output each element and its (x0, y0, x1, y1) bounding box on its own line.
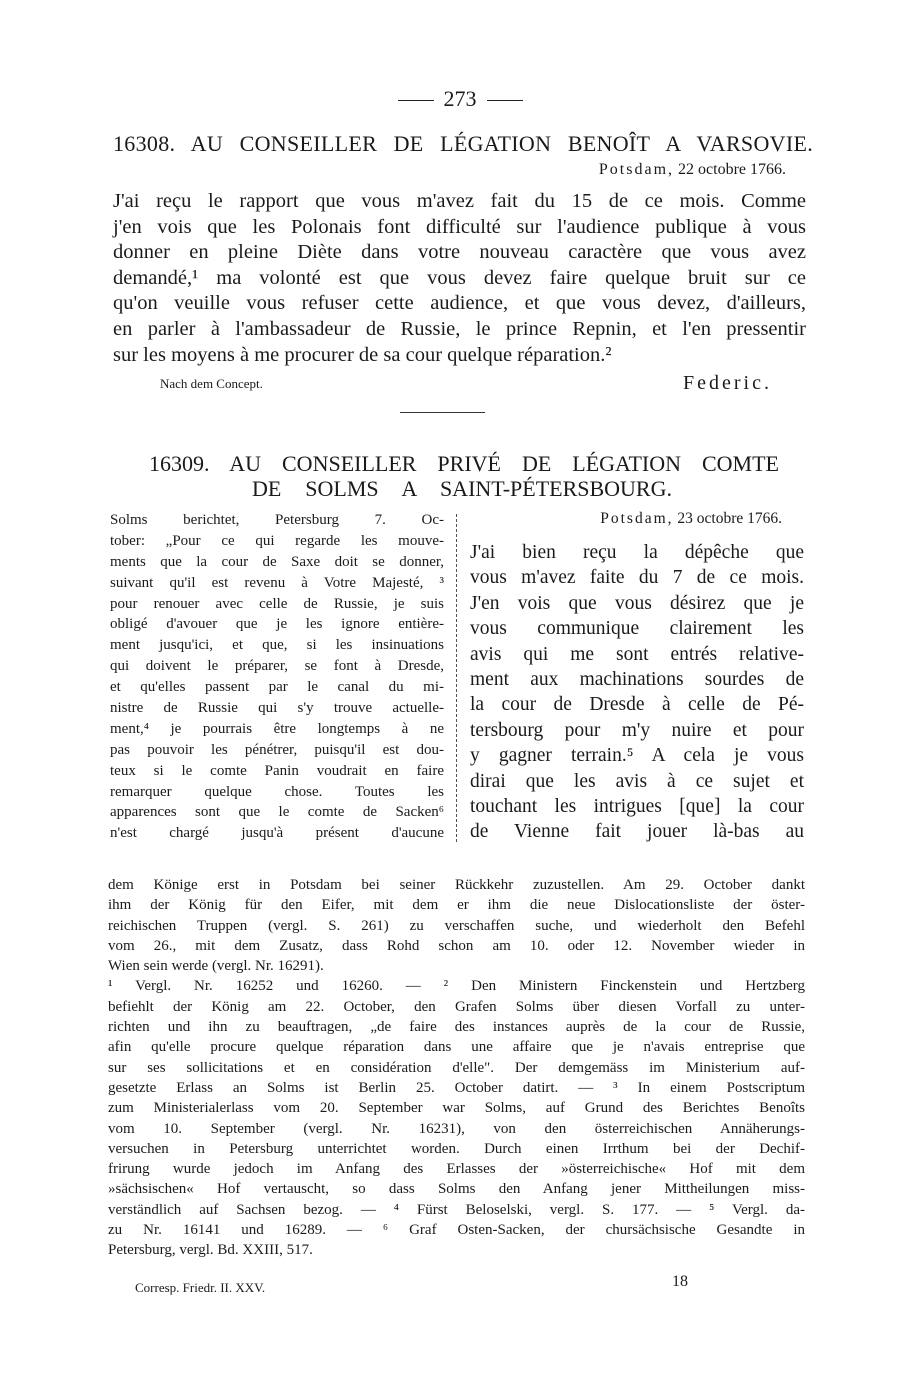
footnote-line: frirung wurde jedoch im Anfang des Erlasses der »österreichische« Hof mit dem (108, 1161, 805, 1178)
footnote-line: Petersburg, vergl. Bd. XXIII, 517. (108, 1242, 313, 1259)
letter1-text-line: qu'on veuille vous refuser cette audience, et que vous devez, d'ailleurs, (113, 292, 806, 315)
letter1-text-line: en parler à l'ambassadeur de Russie, le prince Repnin, et l'en pressentir (113, 317, 806, 340)
solms-report-column (110, 510, 444, 844)
letter2-date: 23 octobre 1766. (677, 510, 782, 527)
solms-report-line: n'est chargé jusqu'à présent d'aucune (110, 825, 444, 842)
footnote-line: verständlich auf Sachsen bezog. — ⁴ Fürst Beloselski, vergl. S. 177. — ⁵ Vergl. da- (108, 1201, 805, 1218)
column-divider (456, 514, 457, 842)
solms-report-line: tober: „Pour ce qui regarde les mouve- (110, 532, 444, 549)
letter2-text-line: de Vienne fait jouer là-bas au (470, 821, 804, 843)
footer-signature-mark: 18 (672, 1273, 688, 1290)
letter2-text-line: avis qui me sont entrés relative- (470, 643, 804, 665)
footnote-line: gesetzte Erlass an Solms ist Berlin 25. October datirt. — ³ In einem Postscriptum (108, 1079, 805, 1096)
letter1-text-line: demandé,¹ ma volonté est que vous devez faire quelque bruit sur ce (113, 266, 806, 289)
letter2-text-line: y gagner terrain.⁵ A cela je vous (470, 745, 804, 767)
letter1-dateline (546, 161, 786, 179)
letter2-text-line: vous m'avez faite du 7 de ce mois. (470, 567, 804, 589)
letter2-text-line: ment aux machinations sourdes de (470, 668, 804, 690)
solms-report-line: teux si le comte Panin voudrait en faire (110, 762, 444, 779)
solms-report-line: obligé d'avouer que je les ignore entière- (110, 616, 444, 633)
solms-report-line: ments que la cour de Saxe doit se donner, (110, 553, 444, 570)
footnote-line: ¹ Vergl. Nr. 16252 und 16260. — ² Den Ministern Finckenstein und Hertzberg (108, 978, 805, 995)
solms-report-line: nistre de Russie qui s'y trouve actuelle- (110, 700, 444, 717)
solms-report-line: et qu'elles passent par le canal du mi- (110, 679, 444, 696)
letter1-concept-note: Nach dem Concept. (160, 376, 263, 391)
solms-report-line: remarquer quelque chose. Toutes les (110, 783, 444, 800)
letter2-text-line: la cour de Dresde à celle de Pé- (470, 694, 804, 716)
letter2-body (470, 540, 804, 845)
footnote-line: vom 26., mit dem Zusatz, dass Rohd schon am 10. oder 12. November wieder in (108, 937, 805, 954)
solms-report-line: ment,⁴ je pourrais être longtemps à ne (110, 720, 444, 737)
footnote-line: reichischen Truppen (vergl. S. 261) zu verschaffen suche, und wiederholt den Befehl (108, 917, 805, 934)
footnote-line: zu Nr. 16141 und 16289. — ⁶ Graf Osten-Sacken, der chursächsische Gesandte in (108, 1222, 805, 1239)
page-number (380, 86, 540, 112)
footnote-line: versuchen in Petersburg unterrichtet worden. Durch einen Irrthum bei der Dechif- (108, 1140, 805, 1157)
solms-report-line: pas pouvoir les pénétrer, puisqu'il est dou- (110, 741, 444, 758)
letter2-text-line: J'en vois que vous désirez que je (470, 592, 804, 614)
letter2-text-line: dirai que les avis à ce sujet et (470, 770, 804, 792)
letter1-place: Potsdam, (598, 161, 675, 178)
solms-report-line: apparences sont que le comte de Sacken⁶ (110, 804, 444, 821)
footnote-line: zum Ministerialerlass vom 20. September war Solms, auf Grund des Berichtes Benoîts (108, 1100, 805, 1117)
page-number-text: 273 (443, 86, 477, 111)
letter1-signature: Federic. (683, 372, 772, 394)
footnote-line: dem Könige erst in Potsdam bei seiner Rückkehr zuzustellen. Am 29. October dankt (108, 877, 805, 893)
section-divider (400, 412, 485, 413)
letter1-text-line: J'ai reçu le rapport que vous m'avez fait du 15 de ce mois. Comme (113, 190, 806, 212)
footnote-line: Wien sein werde (vergl. Nr. 16291). (108, 958, 324, 975)
letter1-date: 22 octobre 1766. (678, 161, 786, 178)
footer-source: Corresp. Friedr. II. XXV. (135, 1280, 266, 1295)
letter1-text-line: j'en vois que les Polonais font difficulté sur l'audience publique à vous (113, 215, 806, 238)
footnote-line: »sächsischen« Hof vertauscht, so dass Solms den Anfang jener Mittheilungen miss- (108, 1181, 805, 1198)
footnote-line: befiehlt der König am 22. October, den Grafen Solms über diesen Vorfall zu unter- (108, 998, 805, 1015)
solms-report-line: qui doivent le préparer, se font à Dresde, (110, 658, 444, 675)
letter2-text-line: tersbourg pour m'y nuire et pour (470, 719, 804, 741)
solms-report-line: ment jusqu'ici, et que, si les insinuations (110, 637, 444, 654)
footnote-line: vom 10. September (vergl. Nr. 16231), von den österreichischen Annäherungs- (108, 1120, 805, 1137)
letter2-text-line: vous communique clairement les (470, 618, 804, 640)
letter1-text-line: donner en pleine Diète dans votre nouveau caractère que vous avez (113, 241, 806, 264)
footnote-line: ihm der König für den Eifer, mit dem er ihm die neue Dislocationsliste der öster- (108, 897, 805, 914)
solms-report-line: Solms berichtet, Petersburg 7. Oc- (110, 512, 444, 528)
letter1-heading: 16308. AU CONSEILLER DE LÉGATION BENOÎT A VARSOVIE. (113, 131, 813, 156)
footnote-line: sur ses sollicitations et en considération d'elle". Der demgemäss im Ministerium auf- (108, 1059, 805, 1076)
letter2-text-line: touchant les intrigues [que] la cour (470, 795, 804, 817)
page-number-dash-left (398, 100, 434, 101)
footnote-line: afin qu'elle procure quelque réparation dans une affaire que je n'avais entreprise que (108, 1039, 805, 1056)
letter2-heading-line2: DE SOLMS A SAINT-PÉTERSBOURG. (252, 476, 672, 501)
letter2-heading-line1: 16309. AU CONSEILLER PRIVÉ DE LÉGATION COMTE (149, 451, 779, 476)
letter1-body (113, 189, 806, 368)
footnote-line: richten und ihn zu beauftragen, „de faire des instances auprès de la cour de Russie, (108, 1019, 805, 1036)
footnotes (108, 875, 805, 1261)
letter2-place: Potsdam, (600, 510, 674, 527)
solms-report-line: suivant qu'il est revenu à Votre Majesté, ³ (110, 574, 444, 591)
letter2-text-line: J'ai bien reçu la dépêche que (470, 542, 804, 563)
page-number-dash-right (487, 100, 523, 101)
letter1-text-line: sur les moyens à me procurer de sa cour quelque réparation.² (113, 343, 612, 366)
solms-report-line: pour renouer avec celle de Russie, je suis (110, 595, 444, 612)
letter2-dateline (482, 510, 782, 528)
